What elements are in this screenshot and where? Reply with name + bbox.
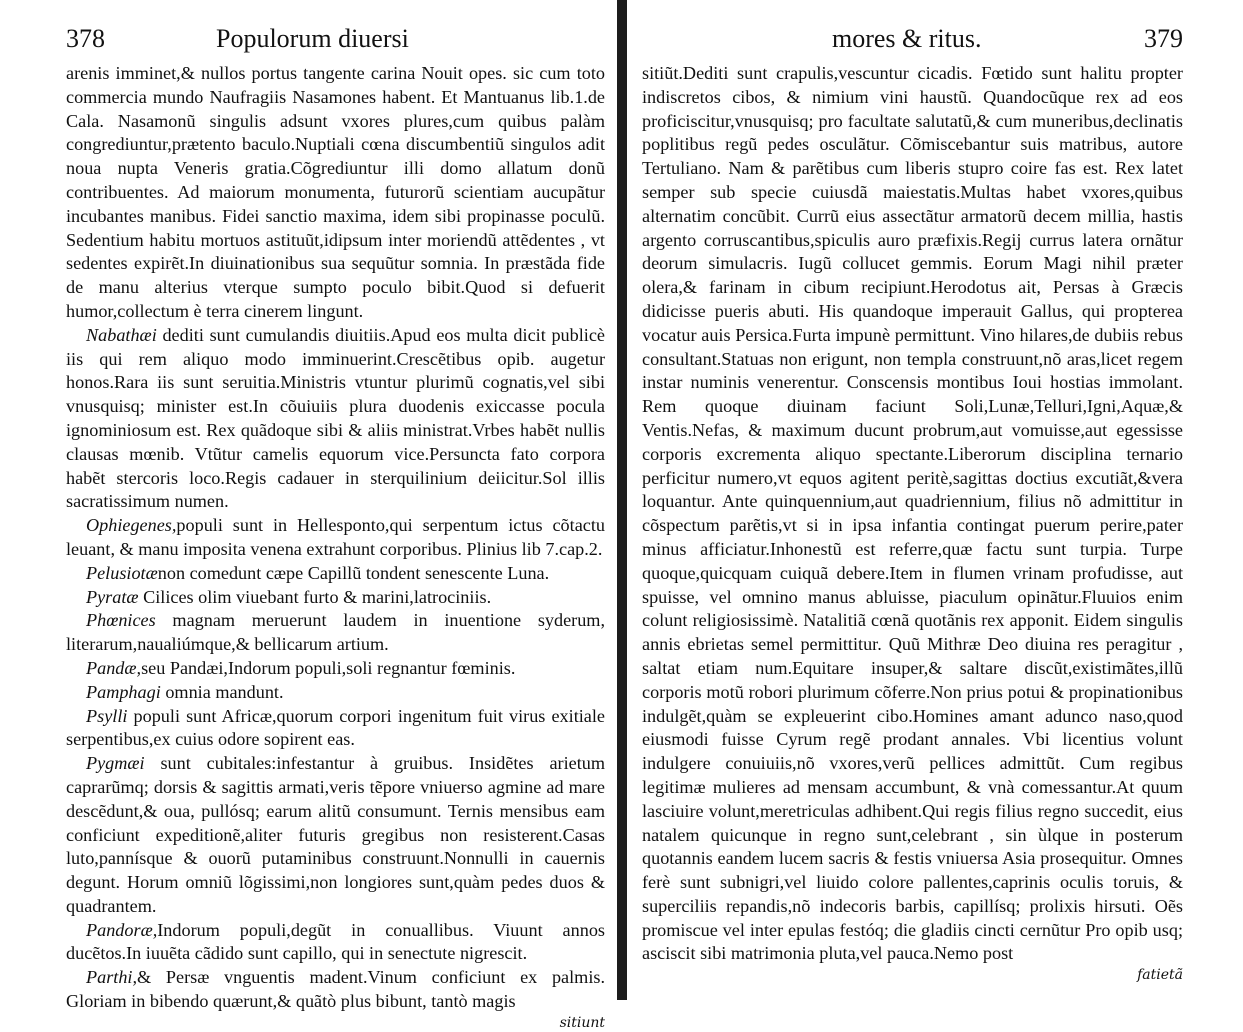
paragraph: Phœnices magnam meruerunt laudem in inuentione syderum, literarum,naualiúmque,& bellicarum artium.	[66, 610, 605, 655]
paragraph: Pandæ,seu Pandæi,Indorum populi,soli regnantur fœminis.	[86, 657, 516, 678]
paragraph: Pygmæi sunt cubitales:infestantur à gruibus. Insidẽtes arietum caprarũmq; dorsis & sagittis armati,veris tẽpore vniuerso agmine ad mare descẽdunt,& oua, pullósq; earum alitũ consumunt. Ternis mensibus eam conficiunt expeditionẽ,aliter futuris gregibus non resisterent.Casas luto,pannísque & ouorũ putaminibus construunt.Nonnulli in cauernis degunt. Horum omniũ lõgissimi,non longiores sunt,quàm pedes duos & quadrantem.	[66, 753, 605, 916]
paragraph: Pamphagi omnia mandunt.	[86, 681, 284, 702]
entry-term: Pelusiotæ	[86, 562, 158, 583]
book-gutter	[617, 0, 627, 1000]
entry-term: Parthi,	[86, 967, 138, 988]
left-page-header	[66, 24, 605, 62]
entry-term: Pyratæ	[86, 586, 139, 607]
entry-term: Ophiegenes,	[86, 515, 177, 536]
entry-term: Pygmæi	[86, 753, 145, 774]
paragraph: Parthi,& Persæ vnguentis madent.Vinum conficiunt ex palmis. Gloriam in bibendo quærunt,& quãtò plus bibunt, tantò magis	[66, 967, 605, 1012]
page-number: 378	[66, 24, 105, 53]
right-page-header	[642, 24, 1183, 62]
paragraph: Ophiegenes,populi sunt in Hellesponto,qui serpentum ictus cõtactu leuant, & manu imposita venena extrahunt corporibus. Plinius lib 7.cap.2.	[66, 515, 605, 559]
entry-term: Pamphagi	[86, 681, 161, 702]
paragraph: Pandoræ,Indorum populi,degũt in conuallibus. Viuunt annos ducẽtos.In iuuẽta cãdido sunt capillo, qui in senectute nigrescit.	[66, 919, 605, 964]
paragraph: Psylli populi sunt Africæ,quorum corpori ingenitum fuit virus exitiale serpentibus,ex cuius odore sopirent eas.	[66, 705, 605, 750]
entry-term: Psylli	[86, 705, 128, 726]
right-page	[630, 0, 1243, 1000]
paragraph: arenis imminet,& nullos portus tangente carina Nouit opes. sic cum toto commercia mundo Naufragiis Nasamones habent. Et Mantuanus lib.1.de Cala. Nasamonũ singulis adsunt vxores plures,cum quibus palàm congrediuntur,prætento baculo.Nuptiali cœna discumbentiũ singulos adit noua nupta Veneris gratia.Cõgrediuntur illi domo allatum donũ contribuentes. Ad maiorum monumenta, futurorũ scientiam aucupãtur incubantes manibus. Fidei sanctio maxima, idem sibi propinasse poculũ. Sedentium habitu mortuos astituũt,idipsum inter moriendũ attẽdentes , vt sedentes expirẽt.In diuinationibus sua sequũtur somnia. In præstãda fide de manu alterius vterque sumpto poculo bibit.Quod si defuerit humor,collectum è terra cinerem lingunt.	[66, 63, 605, 321]
entry-term: Pandoræ,	[86, 919, 158, 940]
left-page	[0, 0, 615, 1031]
paragraph: Pyratæ Cilices olim viuebant furto & marini,latrociniis.	[86, 586, 492, 607]
paragraph: sitiũt.Dediti sunt crapulis,vescuntur cicadis. Fœtido sunt halitu propter indiscretos cibos, & nimium vini haustũ. Quandocũque rex ad eos proficiscitur,vnusquisq; pro facultate salutatũ,& cum muneribus,declinatis poplitibus regũ pedes osculãtur. Cõmiscebantur suis matribus, autore Tertuliano. Nam & parẽtibus cum liberis stupro coire fas est. Rex latet semper sub specie cuiusdã maiestatis.Multas habet vxores,quibus alternatim concũbit. Currũ eius assectãtur armatorũ decem millia, hastis argento corruscantibus,spiculis auro præfixis.Regij currus latera ornãtur deorum simulacris. Iugũ collucet gemmis. Eorum Magi nihil præter olera,& farinam in cibum recipiunt.Herodotus ait, Persas à Græcis didicisse pueris abuti. His quandoque imperauit Gallus, qui propterea vocatur auis Persica.Furta impunè permittunt. Vino hilares,de dubiis rebus consultant.Statuas non erigunt, non templa construunt,nõ aras,licet regem instar numinis venerentur. Conscensis montibus Ioui hostias immolant. Rem quoque diuinam faciunt Soli,Lunæ,Telluri,Igni,Aquæ,& Ventis.Nefas, & maximum ducunt probrum,aut vomuisse,aut egessisse corporis excrementa aliquo spectante.Liberorum disciplina ternario perficitur numero,vt equos agitent peritè,sagittas doctius excutiãt,&vera loquantur. Ante quinquennium,aut quadriennium, filius nõ admittitur in cõspectum parẽtis,vt si in ipsa infantia contingat puerum perire,pater minus afficiatur.Inhonestũ est referre,quæ factu sunt turpia. Turpe quoque,quicquam cuiquã debere.Item in flumen vrinam profudisse, aut spuisse, vel omnino manus abluisse, piaculum opinãtur.Fluuios enim colunt religiosissimè. Natalitiã cœnã quotãnis rex apponit. Eidem singulis annis ebrietas semel permittitur. Quũ Mithræ Deo diuina res peragitur , saltat etiam num.Equitare insuper,& saltare discũt,existimãtes,illũ corporis motũ robori plurimum cõferre.Non prius potui & propinationibus indulgẽt,quàm se expleuerint cibo.Homines amant adunco naso,quod eiusmodi fuisse Cyrum regẽ prodant annales. Vbi licentius volunt indulgere conuiuiis,nõ vxores,verũ pellices admittũt. Cum regibus legitimæ mulieres ad mensam accumbunt, & vnà comessantur.At quum lasciuire volunt,meretriculas adhibent.Qui regis filius regno succedit, eius natalem quicunque in regno sunt,celebrant , sin ùlque in posterum quotannis eandem lucem sacris & festis vniuersa Asia prosequitur. Omnes ferè sunt subnigri,vel liuido colore pallentes,caprinis oculis toruis, & superciliis repandis,nõ indecoris barbis, capillísq; prolixis hirsuti. Oẽs promiscue vel inter epulas festóq; die gladiis cincti cernũtur Pro opib usq; asciscit sibi matrimonia pluta,vel pauca.Nemo post	[642, 63, 1183, 964]
entry-term: Nabathæi	[86, 324, 157, 345]
left-page-text	[66, 62, 605, 1014]
running-title: mores & ritus.	[832, 24, 982, 53]
entry-term: Phœnices	[86, 610, 156, 631]
entry-term: Pandæ,	[86, 657, 142, 678]
catchword: fatietã	[1137, 967, 1183, 984]
catchword: sitiunt	[559, 1014, 605, 1031]
running-title: Populorum diuersi	[216, 24, 409, 53]
page-number: 379	[1144, 24, 1183, 53]
right-page-text	[642, 62, 1183, 966]
paragraph: Nabathæi dediti sunt cumulandis diuitiis.Apud eos multa dicit publicè iis qui rem aliquo modo imminuerint.Crescẽtibus opib. augetur honos.Rara iis sunt seruitia.Ministris vtuntur plurimũ cognatis,vel sibi vnusquisq; minister est.In cõuiuiis plura duodenis exiccasse pocula ignominiosum est. Rex quãdoque sibi & aliis ministrat.Vrbes habẽt nullis clausas mœnib. Vtũtur camelis equorum vice.Persuncta fato corpora habẽt stercoris loco.Regis cadauer in sterquilinium deiicitur.Sol illis sacratissimum numen.	[66, 324, 605, 512]
paragraph: Pelusiotænon comedunt cæpe Capillũ tondent senescente Luna.	[86, 562, 550, 583]
